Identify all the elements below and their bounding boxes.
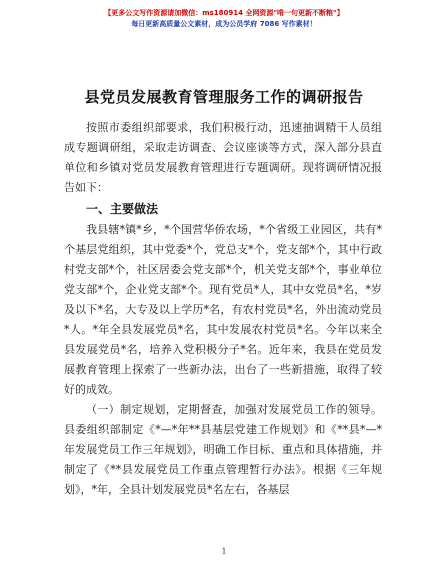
- body-paragraph-1: 我县辖*镇*乡，*个国营华侨农场，*个省级工业园区，共有*个基层党组织，其中党委*个，党总支*个，党支部*个，其中行政村党支部*个，社区居委会党支部*个，机关党支部*个，事业单位党支部*个，企业党支部*个。现有党员*人，其中女党员*名，*岁及以下*名，大专及以上学历*名，有农村党员*名，外出流动党员*人。*年全县发展党员*名，其中发展农村党员*名。今年以来全县发展党员*名，培养入党积极分子*名。近年来，我县在党员发展教育管理上探索了一些新办法，出台了一些新措施，取得了较好的成效。: [64, 223, 382, 396]
- intro-paragraph: 按照市委组织部要求，我们积极行动，迅速抽调精干人员组成专题调研组，采取走访调查、会议座谈等方式，深入部分县直单位和乡镇对党员发展教育管理进行专题调研。现将调研情况报告如下：: [64, 121, 382, 194]
- promo-banner-line-1: 【更多公文写作资源请加微信：ms180914 全网资源"啃一句更新不断粮"】: [104, 9, 344, 17]
- section-heading: 一、主要做法: [86, 202, 159, 216]
- intro-block: [64, 118, 382, 198]
- body-block: [64, 220, 382, 500]
- promo-banner-line-2: 每日更新高质量公文素材，成为公员学府 7086 写作素材！: [131, 20, 317, 28]
- document-title: 县党员发展教育管理服务工作的调研报告: [84, 88, 364, 106]
- page-number: 1: [221, 547, 227, 556]
- body-paragraph-2: （一）制定规划，定期督查，加强对发展党员工作的领导。县委组织部制定《*—*年**县基层党建工作规划》和《**县*—*年发展党员工作三年规划》，明确工作目标、重点和具体措施，并制定了《**县发展党员工作重点管理暂行办法》。根据《三年规划》，*年，全县计划发展党员*名左右，各基层: [64, 403, 382, 496]
- promo-banner: [0, 8, 448, 30]
